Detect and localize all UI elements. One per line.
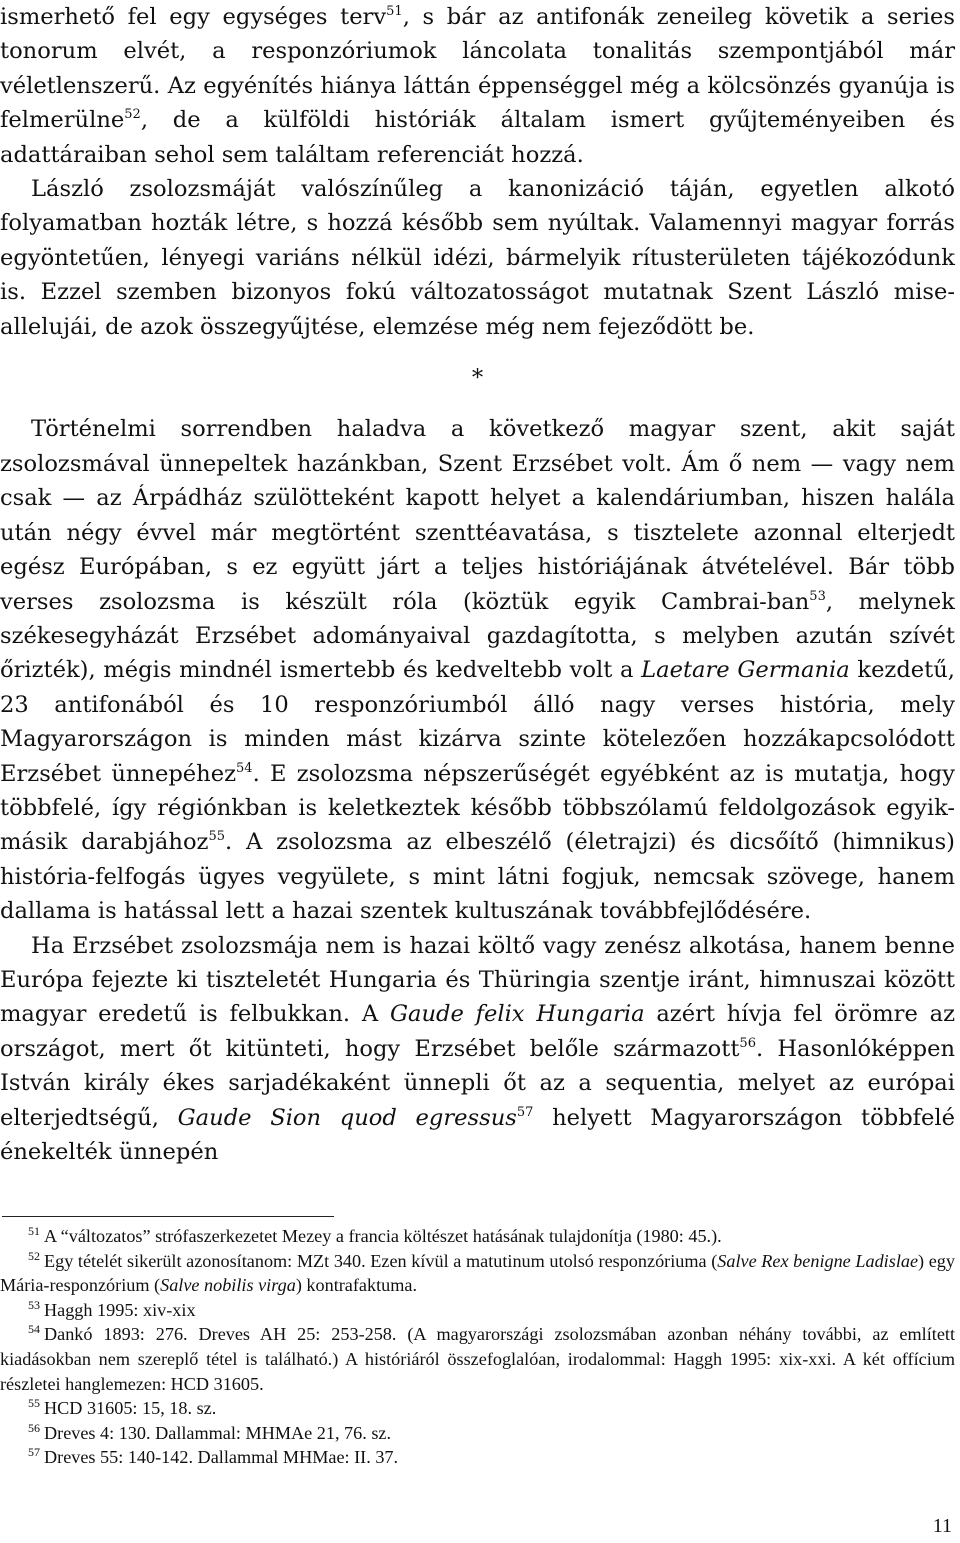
text-run: , melynek székesegyházát Erzsébet adományaival gazdagította, s melyben azután szívét őrizték), mégis mindnél ismertebb és kedveltebb volt a bbox=[0, 588, 955, 684]
paragraph-1 bbox=[0, 0, 955, 172]
footnote-number: 52 bbox=[28, 1248, 40, 1263]
footnote-text: ) egy Mária-responzórium ( bbox=[0, 1250, 955, 1296]
text-run: kezdetű, 23 antifonából és 10 responzóriumból álló nagy verses história, mely Magyarországon is minden mást kizárva szinte kötelezően hozzákapcsolódott Erzsébet ünnepéhez bbox=[0, 657, 955, 787]
footnote-text: Haggh 1995: xiv-xix bbox=[44, 1299, 196, 1320]
section-separator: * bbox=[471, 365, 484, 392]
text-run: azért hívja fel örömre az országot, mert őt kitünteti, hogy Erzsébet belőle származott bbox=[0, 1001, 955, 1062]
italic-title: Laetare Germania bbox=[641, 657, 850, 684]
footnote-54 bbox=[0, 1322, 955, 1396]
footnote-number: 51 bbox=[28, 1224, 40, 1238]
footnote-52 bbox=[0, 1249, 955, 1298]
text-run: , de a külföldi históriák általam ismert gyűjteményeiben és adattáraiban sehol sem találtam referenciát hozzá. bbox=[0, 107, 955, 168]
footnote-57 bbox=[0, 1445, 955, 1470]
footnote-text: A “változatos” strófaszerkezetet Mezey a francia költészet hatásának tulajdonítja (1980: 45.). bbox=[44, 1226, 722, 1246]
footnote-ref-54[interactable]: 54 bbox=[236, 760, 253, 776]
italic-title: Salve nobilis virga bbox=[160, 1275, 296, 1296]
footnote-text: Dreves 55: 140-142. Dallammal MHMae: II. 37. bbox=[44, 1447, 399, 1468]
text-run: . A zsolozsma az elbeszélő (életrajzi) és dicsőítő (himnikus) história-felfogás ügyes vegyülete, s mint látni fogjuk, nemcsak szövege, hanem dallama is hatással lett a hazai szentek kultuszának továbbfejlődésére. bbox=[0, 829, 955, 925]
footnote-text: HCD 31605: 15, 18. sz. bbox=[44, 1398, 217, 1419]
footnote-number: 56 bbox=[28, 1420, 40, 1435]
footnote-text: Egy tételét sikerült azonosítanom: MZt 340. Ezen kívül a matutinum utolsó responzóriuma ( bbox=[44, 1250, 718, 1271]
footnote-56 bbox=[0, 1421, 955, 1446]
footnote-ref-51[interactable]: 51 bbox=[386, 4, 403, 19]
text-run: helyett Magyarországon többfelé énekelték ünnepén bbox=[0, 1104, 955, 1165]
footnote-ref-57[interactable]: 57 bbox=[516, 1104, 534, 1120]
text-run: . Hasonlóképpen István király ékes sarjadékaként ünnepli őt az a sequentia, melyet az európai elterjedtségű, bbox=[0, 1035, 955, 1131]
italic-title: Gaude felix Hungaria bbox=[389, 1001, 645, 1028]
footnote-number: 57 bbox=[28, 1445, 40, 1460]
page-number: 11 bbox=[932, 1515, 952, 1537]
footnote-text: Dreves 4: 130. Dallammal: MHMAe 21, 76. sz. bbox=[44, 1422, 392, 1443]
footnote-51 bbox=[0, 1224, 955, 1249]
footnote-ref-56[interactable]: 56 bbox=[739, 1035, 756, 1051]
footnote-text: ) kontrafaktuma. bbox=[295, 1275, 418, 1296]
italic-title: Salve Rex benigne Ladislae bbox=[717, 1250, 919, 1271]
paragraph-2: László zsolozsmáját valószínűleg a kanonizáció táján, egyetlen alkotó folyamatban hozták létre, s hozzá később sem nyúltak. Valamennyi magyar forrás egyöntetűen, lényegi variáns nélkül idézi, bármelyik rítusterületen tájékozódunk is. Ezzel szemben bizonyos fokú változatosságot mutatnak Szent László mise-allelujái, de azok összegyűjtése, elemzése még nem fejeződött be. bbox=[0, 176, 955, 340]
text-run: Ha Erzsébet zsolozsmája nem is hazai költő vagy zenész alkotása, hanem benne Európa fejezte ki tiszteletét Hungaria és Thüringia szentje iránt, himnuszai között magyar eredetű is felbukkan. A bbox=[0, 932, 955, 1028]
footnote-ref-55[interactable]: 55 bbox=[208, 829, 225, 845]
footnote-text: Dankó 1893: 276. Dreves AH 25: 253-258. (A magyarországi zsolozsmában azonban néhány további, az említett kiadásokban nem szereplő tétel is található.) A históriáról összefoglalóan, irodalommal: Haggh 1995: xix-xxi. A két offícium részletei hanglemezen: HCD 31605. bbox=[0, 1324, 955, 1394]
footnote-number: 55 bbox=[28, 1396, 40, 1411]
footnote-divider bbox=[2, 1216, 334, 1217]
text-run: ismerhető fel egy egységes terv bbox=[0, 4, 387, 30]
paragraph-3 bbox=[0, 412, 955, 928]
text-run: . E zsolozsma népszerűségét egyébként az is mutatja, hogy többfelé, így régiónkban is keletkeztek később többszólamú feldolgozások egyik-másik darabjához bbox=[0, 760, 955, 856]
footnote-ref-52[interactable]: 52 bbox=[124, 107, 141, 123]
footnote-55 bbox=[0, 1396, 955, 1421]
text-run: Történelmi sorrendben haladva a következő magyar szent, akit saját zsolozsmával ünnepeltek hazánkban, Szent Erzsébet volt. Ám ő nem — vagy nem csak — az Árpádház szülötteként kapott helyet a kalendáriumban, hiszen halála után négy évvel már megtörtént szenttéavatása, s tisztelete azonnal elterjedt egész Európában, s ez együtt járt a teljes históriájának átvételével. Bár több verses zsolozsma is készült róla (köztük egyik Cambrai-ban bbox=[0, 416, 955, 615]
text-run: , s bár az antifonák zeneileg követik a series tonorum elvét, a responzóriumok láncolata tonalitás szempontjából már véletlenszerű. Az egyénítés hiánya láttán éppenséggel még a kölcsönzés gyanúja is felmerülne bbox=[0, 4, 955, 134]
footnotes bbox=[0, 1224, 955, 1470]
paragraph-4 bbox=[0, 929, 955, 1170]
italic-title: Gaude Sion quod egressus bbox=[177, 1104, 517, 1131]
footnote-53 bbox=[0, 1298, 955, 1323]
footnote-number: 54 bbox=[28, 1322, 40, 1337]
footnote-ref-53[interactable]: 53 bbox=[809, 588, 826, 604]
footnote-number: 53 bbox=[28, 1297, 40, 1312]
